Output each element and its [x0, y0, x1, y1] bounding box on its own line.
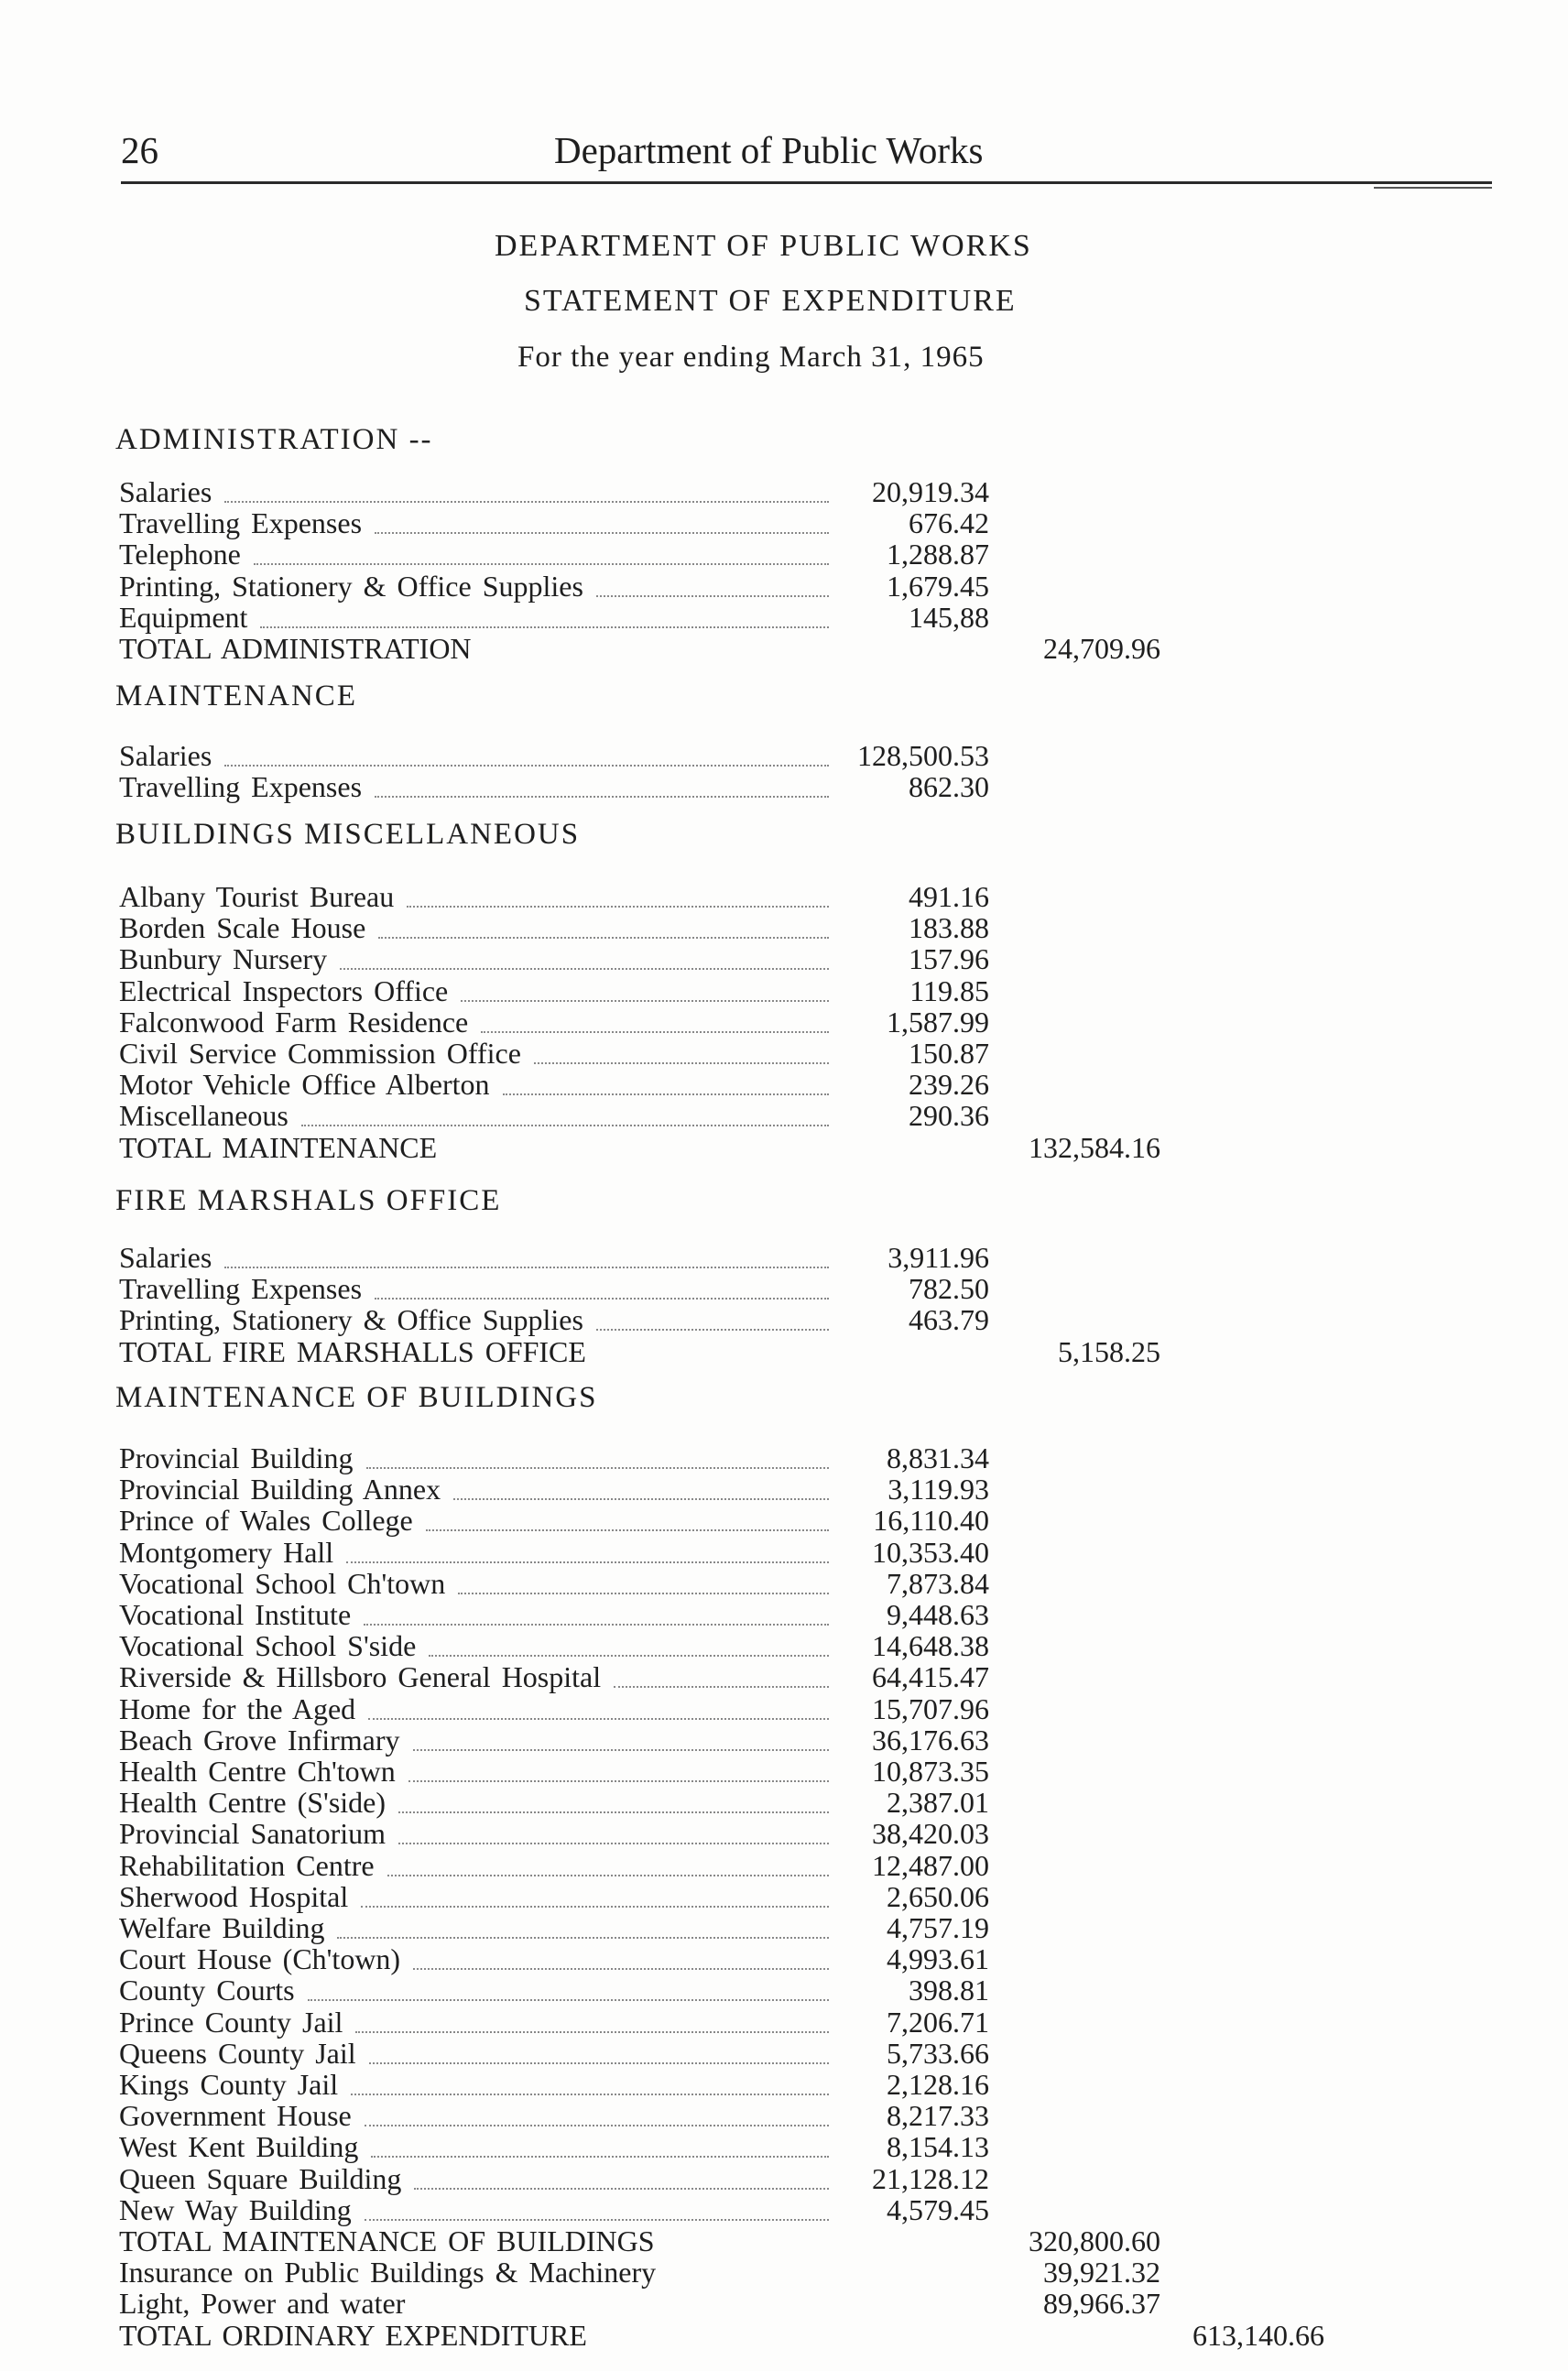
- line-item-label: Printing, Stationery & Office Supplies: [119, 1303, 583, 1337]
- line-item-leader: [371, 2156, 829, 2158]
- line-item-row: [0, 2194, 1568, 2225]
- line-item-row: [0, 1038, 1568, 1069]
- section-total-label: TOTAL MAINTENANCE: [119, 1130, 438, 1164]
- line-item-amount: 20,919.34: [872, 475, 989, 508]
- section-heading: BUILDINGS MISCELLANEOUS: [115, 818, 581, 851]
- line-item-row: [0, 1724, 1568, 1756]
- line-item-leader: [413, 1968, 829, 1970]
- line-item-row: [0, 740, 1568, 771]
- line-item-label: Bunbury Nursery: [119, 942, 328, 976]
- line-item-leader: [224, 1267, 829, 1268]
- line-item-label: Provincial Sanatorium: [119, 1817, 387, 1851]
- line-item-label: Salaries: [119, 475, 212, 508]
- line-item-amount: 4,993.61: [887, 1942, 989, 1976]
- line-item-label: County Courts: [119, 1974, 295, 2007]
- grand-total-label: TOTAL ORDINARY EXPENDITURE: [119, 2318, 587, 2352]
- line-item-amount: 1,288.87: [887, 538, 989, 571]
- line-item-amount: 1,587.99: [887, 1005, 989, 1039]
- section-heading: FIRE MARSHALS OFFICE: [115, 1184, 502, 1217]
- line-item-leader: [596, 595, 829, 597]
- line-item-amount: 3,119.93: [887, 1473, 989, 1506]
- line-item-label: Telephone: [119, 538, 241, 571]
- line-item-amount: 862.30: [909, 770, 989, 804]
- line-item-leader: [414, 2188, 829, 2190]
- line-item-leader: [461, 1000, 829, 1002]
- line-item-leader: [481, 1031, 829, 1033]
- line-item-amount: 14,648.38: [872, 1629, 989, 1663]
- line-item-row: [0, 2069, 1568, 2100]
- section-total-row: [0, 1336, 1568, 1367]
- line-item-leader: [254, 563, 829, 565]
- line-item-label: Vocational School S'side: [119, 1629, 417, 1663]
- line-item-leader: [398, 1811, 829, 1813]
- line-item-label: Kings County Jail: [119, 2068, 339, 2101]
- line-item-row: [0, 1661, 1568, 1692]
- line-item-amount: 119.85: [909, 973, 989, 1007]
- line-item-label: Home for the Aged: [119, 1691, 356, 1725]
- line-item-leader: [361, 1906, 829, 1908]
- line-item-leader: [387, 1875, 829, 1876]
- line-item-amount: 183.88: [909, 911, 989, 945]
- line-item-row: [0, 476, 1568, 507]
- title-line-1: DEPARTMENT OF PUBLIC WORKS: [495, 229, 1032, 263]
- line-item-label: Vocational School Ch'town: [119, 1566, 446, 1600]
- line-item-amount: 8,154.13: [887, 2130, 989, 2164]
- line-item-label: Court House (Ch'town): [119, 1942, 401, 1976]
- line-item-leader: [614, 1686, 829, 1688]
- line-item-label: Travelling Expenses: [119, 506, 363, 540]
- line-item-leader: [375, 532, 829, 534]
- line-item-amount: 128,500.53: [857, 739, 989, 772]
- line-item-row: [0, 1006, 1568, 1038]
- line-item-amount: 15,707.96: [872, 1691, 989, 1725]
- line-item-amount: 21,128.12: [872, 2161, 989, 2195]
- line-item-amount: 2,128.16: [887, 2068, 989, 2101]
- line-item-label: Civil Service Commission Office: [119, 1037, 521, 1070]
- line-item-leader: [260, 626, 829, 628]
- line-item-leader: [407, 906, 829, 908]
- line-item-amount: 38,420.03: [872, 1817, 989, 1851]
- line-item-amount: 7,206.71: [887, 2005, 989, 2039]
- line-item-row: [0, 507, 1568, 538]
- line-item-leader: [503, 1093, 830, 1095]
- line-item-leader: [426, 1529, 829, 1531]
- line-item-leader: [364, 1624, 829, 1626]
- line-item-leader: [369, 2062, 829, 2064]
- line-item-leader: [340, 968, 829, 970]
- line-item-row: [0, 881, 1568, 912]
- line-item-leader: [458, 1593, 829, 1594]
- line-item-leader: [429, 1655, 829, 1657]
- line-item-label: Electrical Inspectors Office: [119, 973, 449, 1007]
- line-item-amount: 463.79: [909, 1303, 989, 1337]
- line-item-row: [0, 2007, 1568, 2038]
- section-heading: MAINTENANCE OF BUILDINGS: [115, 1381, 598, 1414]
- line-item-row: [0, 602, 1568, 633]
- line-item-row: [0, 1850, 1568, 1881]
- line-item-label: West Kent Building: [119, 2130, 359, 2164]
- line-item-amount: 2,387.01: [887, 1786, 989, 1820]
- line-item-amount: 290.36: [909, 1099, 989, 1133]
- line-item-leader: [346, 1561, 829, 1563]
- line-item-amount: 9,448.63: [887, 1598, 989, 1631]
- line-item-label: Travelling Expenses: [119, 1272, 363, 1306]
- section-heading: MAINTENANCE: [115, 680, 357, 712]
- section-total-label: TOTAL FIRE MARSHALLS OFFICE: [119, 1334, 586, 1368]
- line-item-leader: [337, 1937, 829, 1939]
- section-total-amount: 5,158.25: [1058, 1334, 1160, 1368]
- line-item-label: Falconwood Farm Residence: [119, 1005, 469, 1039]
- line-item-amount: 5,733.66: [887, 2036, 989, 2070]
- line-item-label: Queen Square Building: [119, 2161, 402, 2195]
- header-rule: [121, 181, 1492, 184]
- line-item-row: [0, 1599, 1568, 1630]
- line-item-row: [0, 1974, 1568, 2006]
- line-item-row: [0, 943, 1568, 974]
- closing-item-amount: 39,921.32: [1043, 2256, 1160, 2289]
- line-item-row: [0, 2100, 1568, 2131]
- line-item-amount: 676.42: [909, 506, 989, 540]
- line-item-label: Rehabilitation Centre: [119, 1848, 375, 1882]
- line-item-amount: 150.87: [909, 1037, 989, 1070]
- line-item-amount: 239.26: [909, 1068, 989, 1102]
- section-total-label: TOTAL ADMINISTRATION: [119, 632, 472, 665]
- line-item-label: Printing, Stationery & Office Supplies: [119, 569, 583, 603]
- section-total-amount: 320,800.60: [1029, 2224, 1160, 2257]
- line-item-label: Motor Vehicle Office Alberton: [119, 1068, 490, 1102]
- closing-item-amount: 89,966.37: [1043, 2287, 1160, 2321]
- line-item-row: [0, 1069, 1568, 1100]
- grand-total-amount: 613,140.66: [1192, 2318, 1324, 2352]
- line-item-leader: [378, 937, 829, 939]
- line-item-row: [0, 771, 1568, 802]
- line-item-row: [0, 538, 1568, 570]
- line-item-amount: 64,415.47: [872, 1660, 989, 1694]
- line-item-leader: [365, 2219, 829, 2221]
- line-item-amount: 16,110.40: [873, 1504, 989, 1538]
- line-item-amount: 4,757.19: [887, 1911, 989, 1944]
- header-rule-accent: [1374, 187, 1492, 189]
- line-item-label: Health Centre (S'side): [119, 1786, 387, 1820]
- running-head: [0, 128, 1568, 176]
- line-item-leader: [351, 2094, 829, 2095]
- line-item-label: Equipment: [119, 600, 248, 634]
- line-item-row: [0, 1756, 1568, 1787]
- line-item-row: [0, 1442, 1568, 1474]
- line-item-row: [0, 1537, 1568, 1568]
- line-item-amount: 4,579.45: [887, 2192, 989, 2226]
- line-item-leader: [355, 2031, 829, 2033]
- line-item-label: Riverside & Hillsboro General Hospital: [119, 1660, 602, 1694]
- line-item-label: Provincial Building: [119, 1441, 354, 1474]
- line-item-leader: [375, 1298, 829, 1300]
- line-item-row: [0, 1568, 1568, 1599]
- line-item-leader: [596, 1329, 829, 1331]
- line-item-row: [0, 2038, 1568, 2069]
- line-item-leader: [365, 2125, 829, 2126]
- line-item-row: [0, 1273, 1568, 1304]
- section-heading: ADMINISTRATION --: [115, 423, 433, 456]
- line-item-row: [0, 1943, 1568, 1974]
- line-item-amount: 36,176.63: [872, 1723, 989, 1756]
- line-item-leader: [453, 1498, 829, 1500]
- line-item-row: [0, 1304, 1568, 1335]
- title-line-3: For the year ending March 31, 1965: [517, 341, 985, 374]
- line-item-amount: 1,679.45: [887, 569, 989, 603]
- line-item-amount: 491.16: [909, 880, 989, 913]
- line-item-leader: [413, 1749, 829, 1751]
- line-item-amount: 10,353.40: [872, 1535, 989, 1569]
- line-item-leader: [368, 1718, 829, 1720]
- line-item-row: [0, 1912, 1568, 1943]
- closing-item-label: Light, Power and water: [119, 2287, 406, 2321]
- line-item-row: [0, 1787, 1568, 1818]
- line-item-leader: [375, 796, 829, 798]
- line-item-label: New Way Building: [119, 2192, 352, 2226]
- line-item-row: [0, 1693, 1568, 1724]
- line-item-amount: 145,88: [909, 600, 989, 634]
- line-item-leader: [301, 1125, 829, 1126]
- line-item-row: [0, 2131, 1568, 2162]
- line-item-row: [0, 1505, 1568, 1536]
- line-item-row: [0, 1818, 1568, 1849]
- line-item-label: Montgomery Hall: [119, 1535, 334, 1569]
- closing-item-row: [0, 2288, 1568, 2319]
- section-total-label: TOTAL MAINTENANCE OF BUILDINGS: [119, 2224, 655, 2257]
- line-item-label: Provincial Building Annex: [119, 1473, 441, 1506]
- line-item-leader: [534, 1062, 829, 1064]
- line-item-label: Borden Scale House: [119, 911, 366, 945]
- line-item-row: [0, 1881, 1568, 1912]
- line-item-row: [0, 1474, 1568, 1505]
- section-total-row: [0, 633, 1568, 664]
- line-item-label: Travelling Expenses: [119, 770, 363, 804]
- line-item-label: Albany Tourist Bureau: [119, 880, 395, 913]
- line-item-amount: 2,650.06: [887, 1879, 989, 1913]
- line-item-leader: [408, 1780, 829, 1782]
- line-item-leader: [224, 765, 829, 767]
- line-item-amount: 782.50: [909, 1272, 989, 1306]
- line-item-label: Government House: [119, 2099, 352, 2133]
- line-item-label: Welfare Building: [119, 1911, 325, 1944]
- line-item-row: [0, 571, 1568, 602]
- line-item-amount: 8,217.33: [887, 2099, 989, 2133]
- line-item-amount: 7,873.84: [887, 1566, 989, 1600]
- line-item-amount: 157.96: [909, 942, 989, 976]
- line-item-amount: 3,911.96: [887, 1241, 989, 1274]
- line-item-row: [0, 1242, 1568, 1273]
- running-title: Department of Public Works: [554, 129, 984, 171]
- line-item-row: [0, 912, 1568, 943]
- line-item-label: Salaries: [119, 1241, 212, 1274]
- line-item-label: Prince of Wales College: [119, 1504, 413, 1538]
- line-item-label: Vocational Institute: [119, 1598, 352, 1631]
- section-total-amount: 24,709.96: [1043, 632, 1160, 665]
- line-item-label: Salaries: [119, 739, 212, 772]
- title-line-2: STATEMENT OF EXPENDITURE: [524, 284, 1017, 318]
- line-item-label: Sherwood Hospital: [119, 1879, 349, 1913]
- line-item-amount: 12,487.00: [872, 1848, 989, 1882]
- line-item-leader: [308, 1999, 829, 2001]
- line-item-amount: 398.81: [909, 1974, 989, 2007]
- line-item-row: [0, 1100, 1568, 1131]
- line-item-amount: 10,873.35: [872, 1755, 989, 1788]
- closing-item-label: Insurance on Public Buildings & Machinery: [119, 2256, 657, 2289]
- line-item-row: [0, 2163, 1568, 2194]
- page-number: 26: [121, 129, 158, 171]
- section-total-row: [0, 1132, 1568, 1163]
- line-item-label: Prince County Jail: [119, 2005, 343, 2039]
- section-total-row: [0, 2225, 1568, 2257]
- line-item-amount: 8,831.34: [887, 1441, 989, 1474]
- line-item-leader: [224, 501, 829, 503]
- section-total-amount: 132,584.16: [1029, 1130, 1160, 1164]
- line-item-label: Health Centre Ch'town: [119, 1755, 396, 1788]
- closing-item-row: [0, 2257, 1568, 2288]
- line-item-label: Queens County Jail: [119, 2036, 356, 2070]
- line-item-leader: [398, 1843, 829, 1844]
- line-item-leader: [366, 1467, 829, 1469]
- line-item-label: Beach Grove Infirmary: [119, 1723, 400, 1756]
- line-item-row: [0, 975, 1568, 1006]
- line-item-row: [0, 1630, 1568, 1661]
- grand-total-row: [0, 2320, 1568, 2351]
- line-item-label: Miscellaneous: [119, 1099, 289, 1133]
